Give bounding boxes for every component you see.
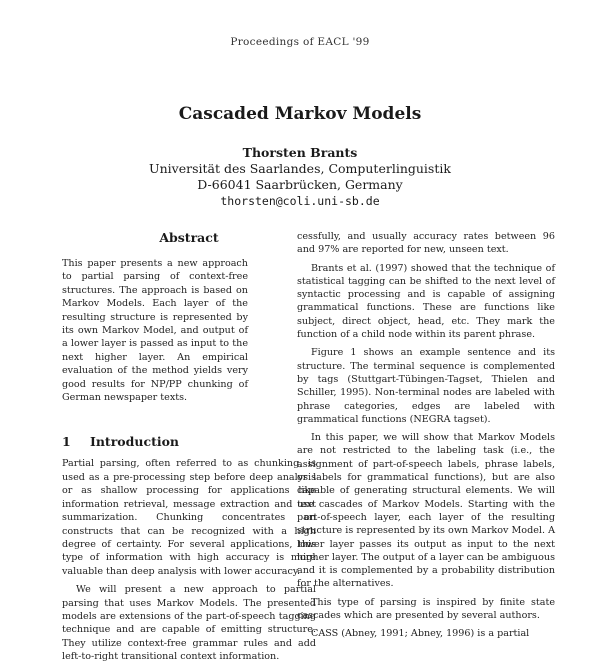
paragraph: Figure 1 shows an example sentence and its structure. The terminal sequence is complemented by tags (Stuttgart-Tübingen-Tagset, Thielen and Schiller, 1995). Non-terminal nodes are labeled with phrase categories, edges are labeled with grammatical functions (NEGRA tagset). [297,347,555,425]
running-head: Proceedings of EACL '99 [230,36,370,48]
abstract-heading: Abstract [159,230,219,245]
paper-title: Cascaded Markov Models [178,104,422,124]
author-email: thorsten@coli.uni-sb.de [220,194,380,208]
author-block [0,145,600,209]
section-number: 1 [62,434,71,450]
author-affiliation: Universität des Saarlandes, Computerlinguistik [149,161,451,176]
paragraph: cessfully, and usually accuracy rates between 96 and 97% are reported for new, unseen text. [297,231,555,256]
section-heading [62,434,316,449]
author-address: D-66041 Saarbrücken, Germany [197,177,403,192]
paragraph: Brants et al. (1997) showed that the technique of statistical tagging can be shifted to the next level of syntactic processing and is capable of assigning grammatical functions. These are functions like subject, direct object, head, etc. They mark the function of a child node within its parent phrase. [297,262,555,341]
right-column [297,230,555,641]
paragraph: We will present a new approach to partial parsing that uses Markov Models. The presented models are extensions of the part-of-speech tagging technique and are capable of emitting structure. They utilize context-free grammar rules and add left-to-right transitional context information. [62,584,316,663]
section-title: Introduction [90,434,180,450]
paragraph: CASS (Abney, 1991; Abney, 1996) is a partial [311,628,530,640]
section-body [62,457,316,663]
paragraph: This type of parsing is inspired by finite state cascades which are presented by several authors. [297,596,555,622]
left-column [62,230,316,664]
abstract-text: This paper presents a new approach to partial parsing of context-free structures. The approach is based on Markov Models. Each layer of the resulting structure is represented by its own Markov Model, and output of a lower layer is passed as input to the next higher layer. An empirical evaluation of the method yields very good results for NP/PP chunking of German newspaper texts. [62,258,248,404]
paragraph: Partial parsing, often referred to as chunking, is used as a pre-processing step before deep analysis or as shallow processing for applications like information retrieval, message extraction and text summarization. Chunking concentrates on constructs that can be recognized with a high degree of certainty. For several applications, this type of information with high accuracy is more valuable than deep analysis with lower accuracy. [62,458,316,577]
author-name: Thorsten Brants [242,145,358,160]
paragraph: In this paper, we will show that Markov Models are not restricted to the labeling task (i.e., the assignment of part-of-speech labels, phrase labels, or labels for grammatical functions), but are also capable of generating structural elements. We will use cascades of Markov Models. Starting with the part-of-speech layer, each layer of the resulting structure is represented by its own Markov Model. A lower layer passes its output as input to the next higher layer. The output of a layer can be ambiguous and it is complemented by a probability distribution for the alternatives. [297,432,555,590]
